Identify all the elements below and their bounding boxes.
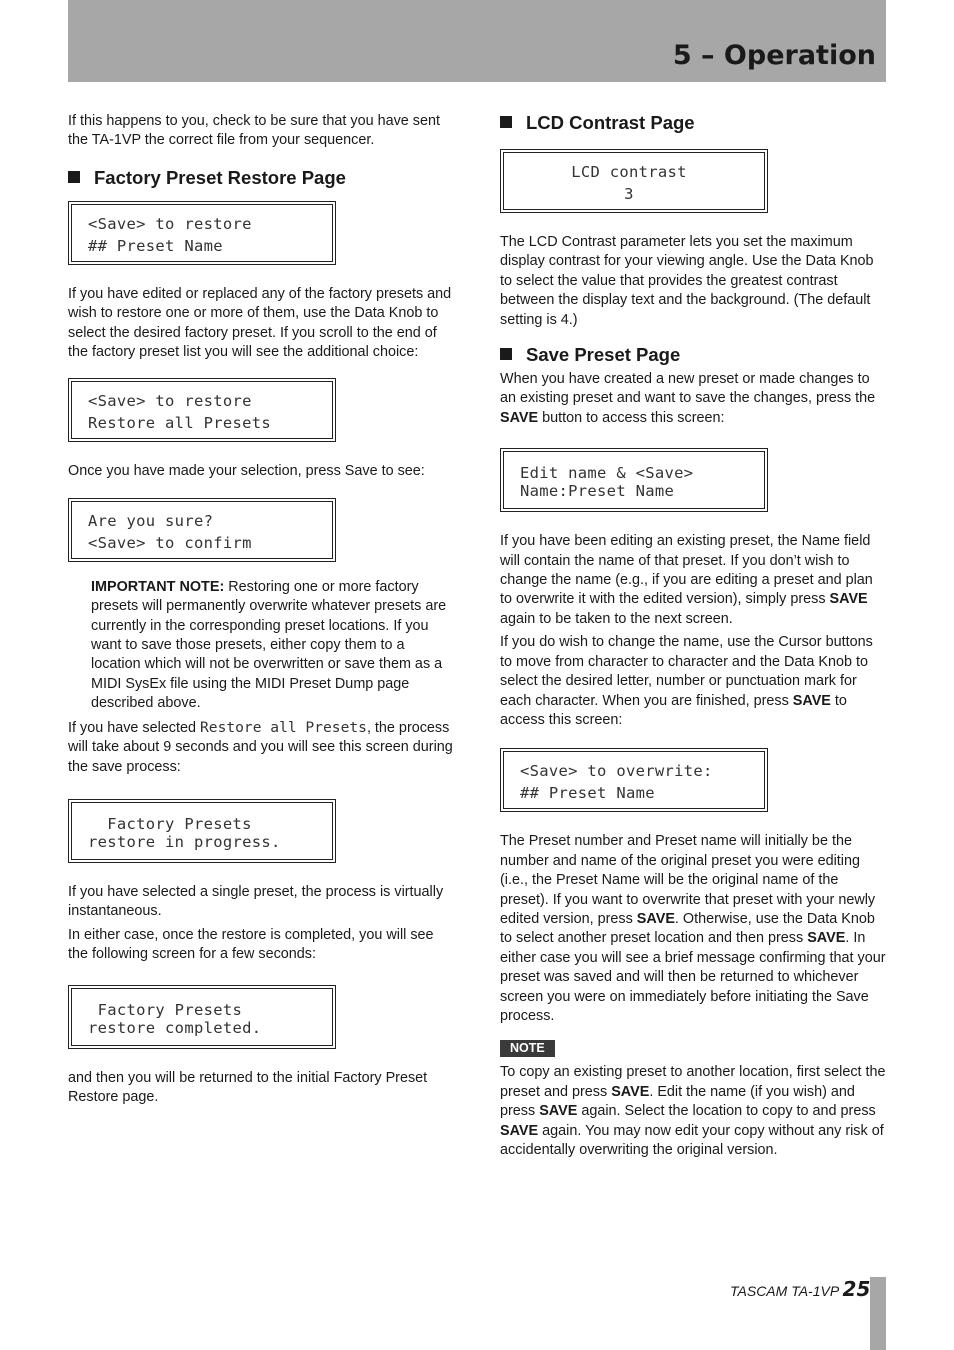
note-text-d: again. You may now edit your copy without any risk of accidentally overwriting the original version.	[500, 1122, 884, 1158]
restore-paragraph: If you have edited or replaced any of the factory presets and wish to restore one or more of them, use the Data Knob to select the desired factory preset. If you scroll to the end of the factory preset list you will see the additional choice:	[68, 285, 452, 361]
save-keyword: SAVE	[829, 591, 868, 608]
lcd-screen-text	[71, 501, 333, 559]
lcd-screen-text	[503, 451, 765, 509]
selection-paragraph: Once you have made your selection, press Save to see:	[68, 463, 425, 480]
change-name-paragraph	[500, 633, 888, 730]
restore-all-paragraph	[68, 718, 456, 777]
save-keyword: SAVE	[500, 1122, 539, 1139]
lcd-line-1: <Save> to restore	[88, 392, 252, 411]
lcd-screen-text	[71, 988, 333, 1046]
page-number: 25	[842, 1277, 871, 1301]
lcd-line-1: Are you sure?	[88, 511, 214, 530]
important-note-label: IMPORTANT NOTE:	[91, 578, 225, 595]
save-preset-heading-text: Save Preset Page	[526, 344, 681, 366]
lcd-screen-restore	[68, 201, 336, 265]
save-keyword: SAVE	[500, 409, 539, 426]
editing-text-b: again to be taken to the next screen.	[500, 610, 733, 627]
right-column	[500, 110, 888, 1164]
chapter-title: 5 – Operation	[672, 40, 876, 71]
lcd-screen-text	[71, 381, 333, 439]
restore-all-code: Restore all Presets	[200, 718, 367, 736]
intro-paragraph: If this happens to you, check to be sure that you have sent the TA-1VP the correct file from your sequencer.	[68, 113, 440, 149]
change-text-a: If you do wish to change the name, use the Cursor buttons to move from character to character and the Data Knob to select the desired letter, number or punctuation mark for each character. When you are finished, press	[500, 634, 873, 709]
restore-all-text-a: If you have selected	[68, 719, 200, 736]
factory-preset-heading	[68, 165, 456, 191]
lcd-screen-completed	[68, 985, 336, 1049]
lcd-screen-text	[71, 802, 333, 860]
lcd-contrast-heading-text: LCD Contrast Page	[526, 112, 695, 133]
page-footer	[730, 1277, 870, 1303]
change-text-b: to access this screen:	[500, 692, 847, 728]
editing-text-a: If you have been editing an existing preset, the Name field will contain the name of that preset. If you don’t wish to change the name (e.g., if you are editing a preset and plan to overwrite it with the edited version), simply press	[500, 533, 873, 608]
page-header	[68, 0, 886, 82]
preset-text-b: . Otherwise, use the Data Knob to select another preset location and then press	[500, 910, 875, 947]
save-text-a: When you have created a new preset or made changes to an existing preset and want to save the changes, press the	[500, 371, 876, 407]
preset-text-a: The Preset number and Preset name will initially be the number and name of the original preset you were editing (i.e., the Preset Name will be the original name of the preset). If you want to overwrite that preset with your newly edited version, press	[500, 833, 876, 927]
lcd-line-1: Edit name & <Save>	[520, 464, 694, 483]
lcd-line-2: 3	[624, 185, 634, 203]
square-bullet-icon	[500, 116, 512, 128]
lcd-line-2: Restore all Presets	[88, 414, 272, 433]
save-keyword: SAVE	[539, 1103, 578, 1120]
lcd-screen-text	[503, 152, 765, 210]
lcd-screen-contrast	[500, 149, 768, 213]
lcd-screen-in-progress	[68, 799, 336, 863]
square-bullet-icon	[500, 348, 512, 360]
lcd-contrast-heading	[500, 110, 888, 136]
lcd-screen-overwrite	[500, 748, 768, 812]
note-badge	[500, 1030, 888, 1063]
lcd-line-2: ## Preset Name	[88, 236, 223, 255]
important-note	[91, 578, 456, 714]
preset-text-c: . In either case you will see a brief message confirming that your preset was saved and will then be returned to whichever screen you were on immediately before initiating the Save process.	[500, 930, 886, 1024]
lcd-line-2: Name:Preset Name	[520, 482, 675, 501]
save-keyword: SAVE	[611, 1083, 650, 1100]
lcd-line-1: Factory Presets	[88, 814, 252, 833]
preset-name-paragraph	[500, 832, 888, 1026]
save-keyword: SAVE	[636, 910, 675, 927]
lcd-line-2: restore in progress.	[88, 832, 281, 851]
factory-preset-heading-text: Factory Preset Restore Page	[94, 166, 346, 188]
lcd-screen-text	[503, 751, 765, 809]
lcd-line-2: restore completed.	[88, 1018, 262, 1037]
save-preset-heading	[500, 342, 888, 368]
save-keyword: SAVE	[807, 930, 846, 947]
restore-all-text-b: , the process will take about 9 seconds and you will see this screen during the save process:	[68, 719, 453, 775]
note-badge-label: NOTE	[500, 1040, 555, 1057]
important-note-text: Restoring one or more factory presets will permanently overwrite whatever presets are currently in the corresponding preset locations. If you want to save those presets, either copy them to a location which will not be overwritten or save them as a MIDI SysEx file using the MIDI Preset Dump page described above.	[91, 578, 447, 712]
note-text-a: To copy an existing preset to another location, first select the preset and press	[500, 1064, 886, 1100]
lcd-screen-restore-all	[68, 378, 336, 442]
lcd-line-1: LCD contrast	[571, 163, 687, 181]
lcd-screen-edit-name	[500, 448, 768, 512]
return-paragraph: and then you will be returned to the initial Factory Preset Restore page.	[68, 1069, 428, 1105]
lcd-line-1: <Save> to overwrite:	[520, 762, 713, 781]
contrast-paragraph: The LCD Contrast parameter lets you set the maximum display contrast for your viewing angle. Use the Data Knob to select the value that provides the greatest contrast between the display text and the background. (The default setting is 4.)	[500, 234, 874, 328]
lcd-line-2: <Save> to confirm	[88, 533, 252, 552]
note-text-b: . Edit the name (if you wish) and press	[500, 1083, 855, 1120]
save-paragraph	[500, 370, 888, 428]
lcd-line-1: Factory Presets	[88, 1000, 243, 1019]
save-text-b: button to access this screen:	[538, 409, 725, 426]
save-keyword: SAVE	[792, 692, 831, 709]
lcd-line-1: <Save> to restore	[88, 214, 252, 233]
footer-tab-bar	[870, 1277, 886, 1350]
single-preset-paragraph: If you have selected a single preset, the process is virtually instantaneous.	[68, 883, 444, 920]
left-column	[68, 112, 456, 1111]
square-bullet-icon	[68, 171, 80, 183]
lcd-screen-text	[71, 204, 333, 262]
either-case-paragraph: In either case, once the restore is completed, you will see the following screen for a few seconds:	[68, 926, 434, 963]
editing-paragraph	[500, 532, 888, 629]
footer-product: TASCAM TA-1VP	[730, 1283, 839, 1299]
lcd-line-2: ## Preset Name	[520, 784, 655, 803]
lcd-screen-confirm	[68, 498, 336, 562]
note-text-c: again. Select the location to copy to and press	[577, 1103, 876, 1120]
note-paragraph	[500, 1063, 888, 1160]
